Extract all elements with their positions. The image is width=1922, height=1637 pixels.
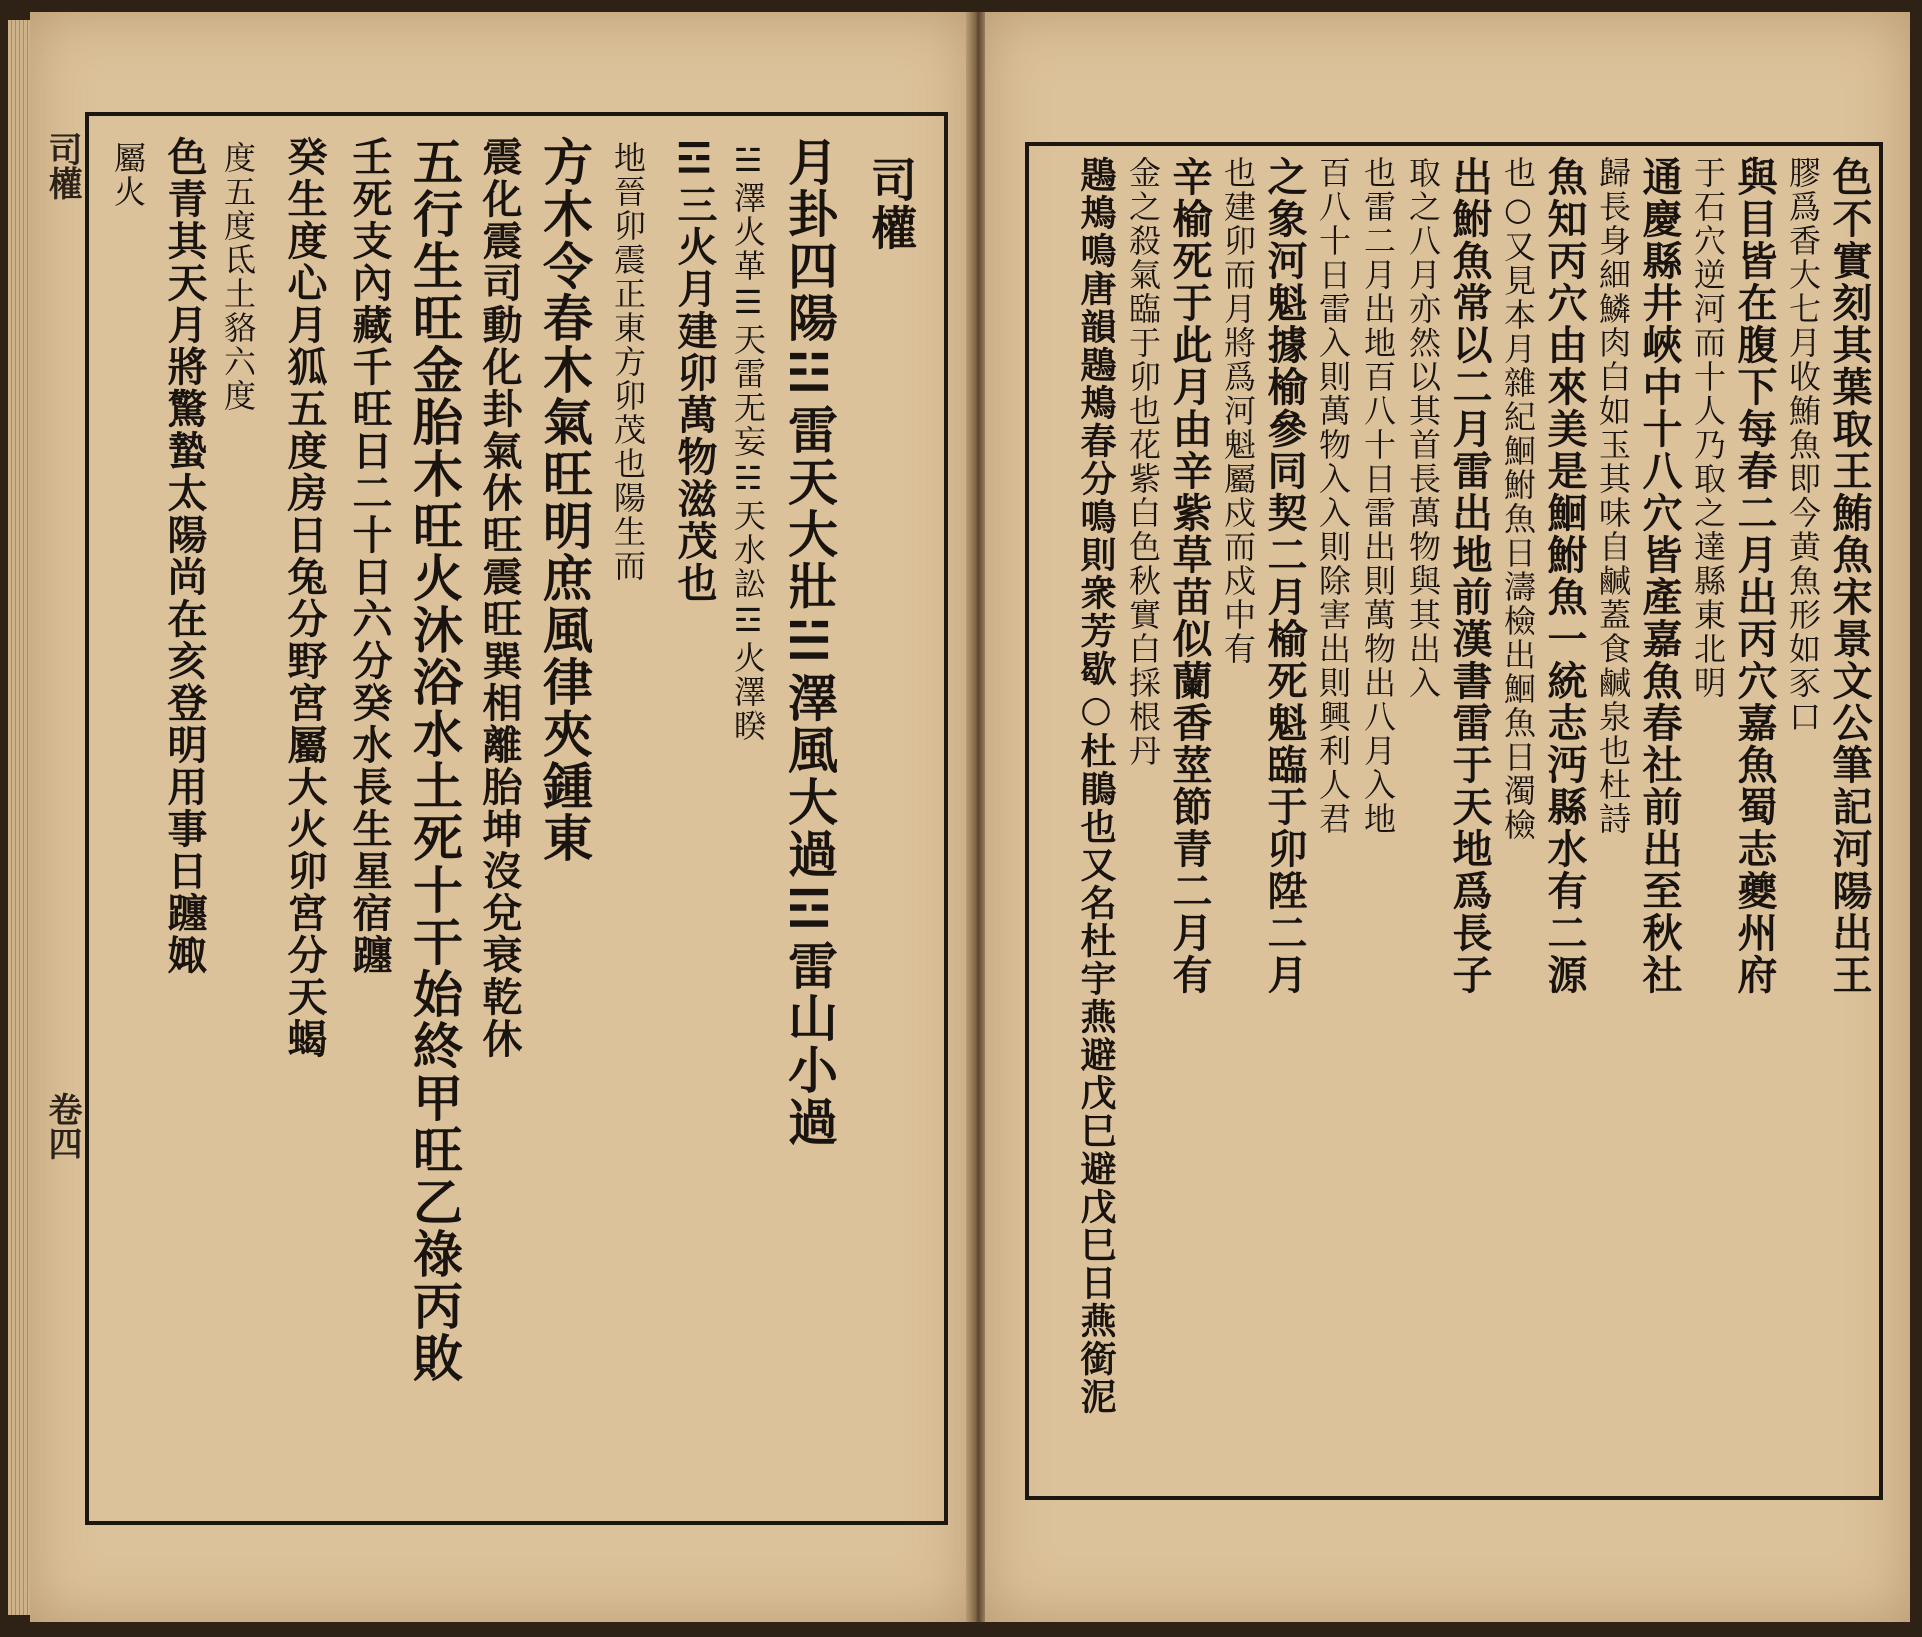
- left-page: [30, 12, 970, 1622]
- right-col-4: 于石穴逆河而十人乃取之達縣東北明: [1689, 156, 1727, 700]
- right-page-frame: [1025, 142, 1883, 1500]
- left-col-8: 五行生旺金胎木旺火沐浴水土死十干始終甲旺乙祿丙敗: [405, 136, 464, 1384]
- left-col-4: ☲三火月建卯萬物滋茂也: [671, 136, 718, 604]
- right-col-6: 歸長身細鱗肉白如玉其味自鹹蓋食鹹泉也杜詩: [1594, 156, 1632, 836]
- right-col-1: 色不實刻其葉取王鮪魚宋景文公筆記河陽出王: [1826, 156, 1873, 996]
- left-col-6: 方木令春木氣旺明庶風律夾鍾東: [535, 136, 594, 864]
- left-col-13: 屬火: [109, 141, 147, 209]
- left-margin-title: 司權: [42, 132, 82, 200]
- left-col-12: 色青其天月將驚蟄太陽尚在亥登明用事日躔娵: [161, 136, 208, 976]
- right-col-8: 也○又見本月雜紀鮰鮒魚日濤檢出鮰魚日濁檢: [1499, 156, 1537, 842]
- right-col-9: 出鮒魚常以二月雷出地前漢書雷于天地爲長子: [1446, 156, 1493, 996]
- left-col-3: ☱澤火革☰天雷无妄☵天水訟☲火澤睽: [729, 141, 767, 743]
- right-col-10: 取之八月亦然以其首長萬物與其出入: [1404, 156, 1442, 700]
- right-col-13: 之象河魁據榆參同契二月榆死魁臨于卯陞二月: [1261, 156, 1308, 996]
- right-col-12: 百八十日雷入則萬物入入則除害出則興利人君: [1314, 156, 1352, 836]
- right-col-3: 與目皆在腹下每春二月出丙穴嘉魚蜀志夔州府: [1731, 156, 1778, 996]
- right-col-14: 也建卯而月將爲河魁屬戍而戍中有: [1219, 156, 1257, 666]
- right-page: [985, 12, 1910, 1622]
- left-col-2: 月卦四陽☳雷天大壯☱澤風大過☲雷山小過: [780, 136, 839, 1148]
- left-col-11: 度五度氐土貉六度: [219, 141, 257, 413]
- left-col-9: 壬死支內藏千旺日二十日六分癸水長生星宿躔: [346, 136, 393, 976]
- left-col-5: 地晉卯震正東方卯茂也陽生而: [609, 141, 647, 583]
- right-col-2: 膠爲香大七月收鮪魚即今黄魚形如豕口: [1784, 156, 1822, 734]
- left-col-7: 震化震司動化卦氣休旺震旺巽相離胎坤沒兌衰乾休: [476, 136, 523, 1060]
- right-col-15: 辛榆死于此月由辛紫草苗似蘭香莖節青二月有: [1166, 156, 1213, 996]
- left-col-10: 癸生度心月狐五度房日兔分野宮屬大火卯宮分天蝎: [281, 136, 328, 1060]
- right-col-7: 魚知丙穴由來美是鮰鮒魚一統志沔縣水有二源: [1541, 156, 1588, 996]
- right-col-5: 通慶縣井峽中十八穴皆產嘉魚春社前出至秋社: [1636, 156, 1683, 996]
- left-page-frame: [85, 112, 948, 1525]
- left-margin-juan: 卷四: [42, 1092, 82, 1160]
- left-col-1: 司權: [864, 156, 918, 252]
- right-col-11: 也雷二月出地百八十日雷出則萬物出八月入地: [1359, 156, 1397, 836]
- right-col-17: 鶗鴂鳴唐韻鶗鴂春分鳴則衆芳歇○杜鵑也又名杜宇燕避戊巳避戊巳日燕銜泥: [1075, 156, 1117, 1416]
- right-col-16: 金之殺氣臨于卯也花紫白色秋實白採根丹: [1124, 156, 1162, 768]
